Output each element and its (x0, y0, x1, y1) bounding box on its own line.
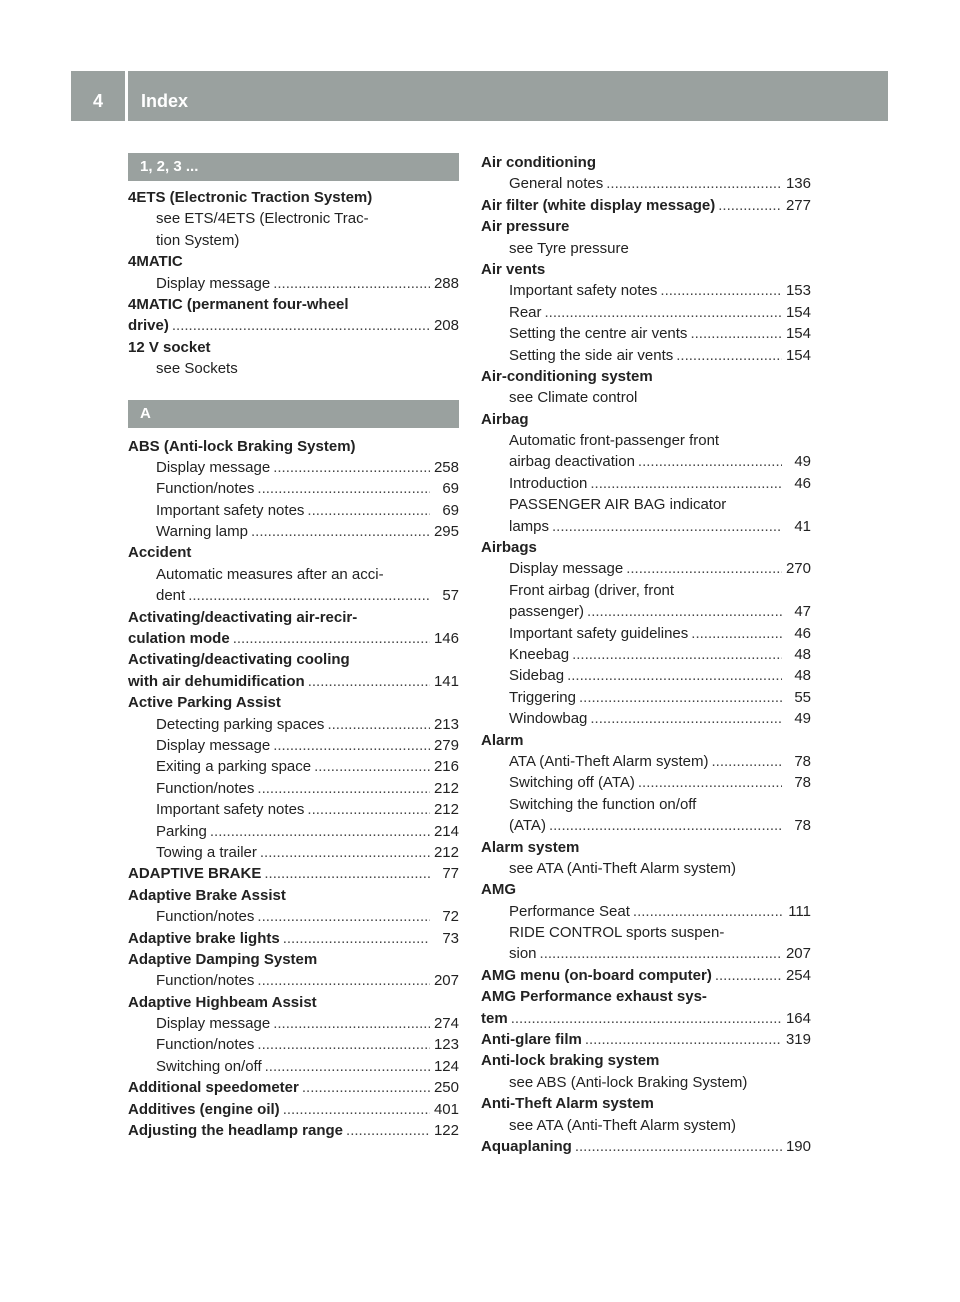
index-see-reference: see ETS/4ETS (Electronic Trac- (156, 210, 369, 228)
index-term: Airbag (481, 410, 529, 428)
page-ref: 213 (433, 715, 459, 733)
index-subentry (128, 799, 459, 820)
index-subentry: Automatic measures after an acci- (156, 565, 384, 583)
page-ref: 55 (794, 688, 811, 706)
page-ref: 47 (794, 603, 811, 621)
leader-dots (638, 772, 782, 793)
leader-dots (590, 708, 782, 729)
page-ref: 146 (433, 630, 459, 648)
leader-dots (638, 451, 782, 472)
subentry-label: airbag deactivation (509, 453, 635, 471)
index-subentry (481, 473, 811, 494)
leader-dots (590, 473, 782, 494)
index-term: Adaptive Highbeam Assist (128, 993, 317, 1011)
leader-dots (540, 943, 782, 964)
index-entry (128, 1077, 459, 1098)
leader-dots (711, 751, 782, 772)
index-subentry (128, 585, 459, 606)
index-subentry: Switching the function on/off (509, 795, 697, 813)
leader-dots (308, 671, 430, 692)
index-term: AMG (481, 881, 516, 899)
entry-label: Aquaplaning (481, 1137, 572, 1155)
index-subentry (128, 821, 459, 842)
leader-dots (676, 345, 782, 366)
subentry-label: Important safety notes (509, 282, 658, 300)
index-term: Alarm (481, 731, 524, 749)
page-ref: 207 (433, 972, 459, 990)
index-term: 4MATIC (permanent four-wheel (128, 295, 349, 313)
leader-dots (346, 1120, 430, 1141)
subentry-label: Kneebag (509, 645, 570, 663)
index-see-reference: see ABS (Anti-lock Braking System) (509, 1073, 748, 1091)
subentry-label: Performance Seat (509, 902, 630, 920)
leader-dots (257, 970, 430, 991)
leader-dots (633, 901, 782, 922)
page-ref: 250 (433, 1079, 459, 1097)
index-entry (481, 965, 811, 986)
index-subentry (481, 558, 811, 579)
page-ref: 154 (785, 346, 811, 364)
index-term: 12 V socket (128, 338, 211, 356)
page-header (71, 71, 888, 121)
page-ref: 111 (788, 902, 811, 920)
page-ref: 214 (433, 822, 459, 840)
subentry-label: Function/notes (156, 1036, 255, 1054)
subentry-label: Triggering (509, 688, 576, 706)
index-term: Anti-lock braking system (481, 1052, 660, 1070)
entry-label: Adaptive brake lights (128, 929, 280, 947)
index-term: Air conditioning (481, 154, 596, 171)
parking-subentries (128, 714, 459, 864)
subentry-label: Function/notes (156, 480, 255, 498)
page-ref: 153 (785, 282, 811, 300)
subentry-label: General notes (509, 175, 604, 193)
index-subentry (481, 815, 811, 836)
page-ref: 77 (442, 865, 459, 883)
leader-dots (718, 195, 782, 216)
page-ref: 122 (433, 1122, 459, 1140)
subentry-label: Important safety guidelines (509, 624, 689, 642)
index-subentry (481, 345, 811, 366)
leader-dots (715, 965, 782, 986)
index-entry (481, 1136, 811, 1157)
index-column-right (481, 152, 811, 1157)
page-ref: 46 (794, 624, 811, 642)
index-column-left (128, 152, 459, 1141)
page-ref: 69 (442, 480, 459, 498)
index-subentry (128, 521, 459, 542)
entry-label: tem (481, 1009, 508, 1027)
index-subentry (128, 273, 459, 294)
index-see-reference: see Sockets (156, 360, 238, 378)
leader-dots (233, 628, 430, 649)
subentry-label: Switching off (ATA) (509, 774, 635, 792)
index-subentry (481, 751, 811, 772)
leader-dots (257, 778, 430, 799)
leader-dots (273, 457, 430, 478)
page-number: 4 (92, 91, 103, 111)
header-divider (125, 71, 128, 121)
leader-dots (552, 516, 782, 537)
page-ref: 78 (794, 774, 811, 792)
page-ref: 216 (433, 758, 459, 776)
leader-dots (579, 687, 782, 708)
index-entry (481, 1029, 811, 1050)
index-term: Anti-Theft Alarm system (481, 1095, 654, 1113)
index-subentry (481, 687, 811, 708)
index-subentry (481, 601, 811, 622)
index-subentry (128, 970, 459, 991)
index-subentry (481, 665, 811, 686)
subentry-label: Windowbag (509, 710, 588, 728)
index-entry (481, 1008, 811, 1029)
index-see-reference: tion System) (156, 231, 240, 249)
index-subentry (128, 1013, 459, 1034)
page-ref: 141 (433, 672, 459, 690)
index-term: ABS (Anti-lock Braking System) (128, 437, 356, 455)
index-entry (128, 315, 459, 336)
leader-dots (283, 928, 430, 949)
subentry-label: Important safety notes (156, 801, 305, 819)
subentry-label: Display message (156, 274, 271, 292)
index-subentry (481, 173, 811, 194)
leader-dots (606, 173, 782, 194)
subentry-label: Warning lamp (156, 523, 248, 541)
page-ref: 48 (794, 645, 811, 663)
highbeam-subentries (128, 1013, 459, 1077)
index-subentry (128, 457, 459, 478)
index-term: Air vents (481, 260, 546, 278)
index-subentry (128, 906, 459, 927)
leader-dots (690, 323, 782, 344)
index-entry (128, 863, 459, 884)
abs-subentries (128, 457, 459, 543)
page-ref: 73 (442, 929, 459, 947)
page-ref: 295 (433, 523, 459, 541)
subentry-label: Setting the centre air vents (509, 325, 688, 343)
page-ref: 69 (442, 501, 459, 519)
section-heading-numbers: 1, 2, 3 ... (128, 153, 459, 181)
subentry-label: Important safety notes (156, 501, 305, 519)
page-ref: 208 (433, 317, 459, 335)
entry-label: culation mode (128, 630, 230, 648)
page-ref: 258 (433, 458, 459, 476)
page-ref: 212 (433, 843, 459, 861)
page-ref: 190 (785, 1137, 811, 1155)
page-ref: 212 (433, 801, 459, 819)
index-entry (128, 1099, 459, 1120)
subentry-label: lamps (509, 517, 550, 535)
page-ref: 288 (433, 274, 459, 292)
leader-dots (251, 521, 430, 542)
leader-dots (302, 1077, 430, 1098)
page-ref: 274 (433, 1015, 459, 1033)
entry-label: Additives (engine oil) (128, 1100, 280, 1118)
index-term: Air-conditioning system (481, 367, 653, 385)
entry-label: Adjusting the headlamp range (128, 1122, 344, 1140)
airbags-subentries (481, 623, 811, 730)
leader-dots (626, 558, 782, 579)
leader-dots (511, 1008, 782, 1029)
page-ref: 279 (433, 736, 459, 754)
leader-dots (307, 500, 430, 521)
entry-label: Additional speedometer (128, 1079, 299, 1097)
page-ref: 46 (794, 474, 811, 492)
subentry-label: passenger) (509, 603, 585, 621)
page-ref: 207 (785, 945, 811, 963)
subentry-label: Function/notes (156, 779, 255, 797)
air-vents-subentries (481, 280, 811, 366)
page-ref: 270 (785, 560, 811, 578)
subentry-label: Introduction (509, 474, 588, 492)
index-term: 4ETS (Electronic Traction System) (128, 189, 373, 206)
leader-dots (549, 815, 782, 836)
leader-dots (572, 644, 782, 665)
page-ref: 57 (442, 587, 459, 605)
entry-label: drive) (128, 317, 169, 335)
leader-dots (273, 1013, 430, 1034)
leader-dots (273, 735, 430, 756)
index-subentry (481, 516, 811, 537)
subentry-label: ATA (Anti-Theft Alarm system) (509, 752, 709, 770)
subentry-label: (ATA) (509, 817, 546, 835)
index-subentry (128, 735, 459, 756)
leader-dots (188, 585, 430, 606)
page-ref: 48 (794, 667, 811, 685)
index-term: Airbags (481, 539, 537, 557)
page-ref: 164 (785, 1009, 811, 1027)
leader-dots (257, 1034, 430, 1055)
index-subentry (481, 644, 811, 665)
leader-dots (257, 906, 430, 927)
leader-dots (585, 1029, 782, 1050)
subentry-label: Function/notes (156, 908, 255, 926)
index-subentry (481, 302, 811, 323)
page-ref: 72 (442, 908, 459, 926)
page-ref: 124 (433, 1057, 459, 1075)
entry-label: Anti-glare film (481, 1031, 582, 1049)
leader-dots (283, 1099, 430, 1120)
index-subentry (481, 708, 811, 729)
leader-dots (257, 478, 430, 499)
subentry-label: Sidebag (509, 667, 565, 685)
subentry-label: Setting the side air vents (509, 346, 674, 364)
section-heading-a: A (128, 400, 459, 428)
index-subentry (481, 943, 811, 964)
index-term: Accident (128, 544, 192, 562)
page-ref: 49 (794, 710, 811, 728)
page-ref: 78 (794, 752, 811, 770)
index-term: Adaptive Damping System (128, 950, 318, 968)
page-ref: 154 (785, 325, 811, 343)
leader-dots (210, 821, 430, 842)
leader-dots (587, 601, 782, 622)
index-term: Air pressure (481, 218, 570, 236)
index-subentry (481, 451, 811, 472)
page-ref: 319 (785, 1031, 811, 1049)
index-subentry (128, 842, 459, 863)
index-subentry (481, 772, 811, 793)
page-ref: 401 (433, 1100, 459, 1118)
page-ref: 123 (433, 1036, 459, 1054)
page-ref: 49 (794, 453, 811, 471)
index-subentry (128, 756, 459, 777)
subentry-label: Display message (156, 458, 271, 476)
subentry-label: Function/notes (156, 972, 255, 990)
index-subentry (128, 478, 459, 499)
index-subentry (481, 623, 811, 644)
page-ref: 212 (433, 779, 459, 797)
index-see-reference: see ATA (Anti-Theft Alarm system) (509, 1116, 737, 1134)
subentry-label: dent (156, 587, 186, 605)
subentry-label: Exiting a parking space (156, 758, 312, 776)
page-ref: 254 (785, 966, 811, 984)
index-term: AMG Performance exhaust sys- (481, 988, 707, 1006)
leader-dots (327, 714, 430, 735)
index-entry (481, 195, 811, 216)
index-subentry: Automatic front-passenger front (509, 432, 720, 450)
leader-dots (172, 315, 430, 336)
leader-dots (273, 273, 430, 294)
leader-dots (567, 665, 782, 686)
index-subentry (128, 778, 459, 799)
index-entry (128, 628, 459, 649)
page-ref: 41 (794, 517, 811, 535)
index-entry (128, 671, 459, 692)
page-ref: 277 (785, 196, 811, 214)
subentry-label: Rear (509, 303, 542, 321)
leader-dots (307, 799, 430, 820)
subentry-label: Parking (156, 822, 207, 840)
index-subentry (481, 901, 811, 922)
index-entry (128, 1120, 459, 1141)
index-subentry (481, 280, 811, 301)
index-term: Adaptive Brake Assist (128, 886, 286, 904)
page-ref: 154 (785, 303, 811, 321)
index-subentry (128, 500, 459, 521)
index-see-reference: see Tyre pressure (509, 239, 629, 257)
subentry-label: Detecting parking spaces (156, 715, 325, 733)
leader-dots (265, 1056, 430, 1077)
index-subentry (128, 714, 459, 735)
subentry-label: Towing a trailer (156, 843, 257, 861)
index-subentry (128, 1034, 459, 1055)
entry-label: Air filter (white display message) (481, 196, 716, 214)
index-entry (128, 928, 459, 949)
page-title: Index (141, 91, 189, 111)
leader-dots (691, 623, 782, 644)
index-subentry: PASSENGER AIR BAG indicator (509, 496, 727, 514)
entry-label: with air dehumidification (128, 672, 305, 690)
leader-dots (260, 842, 430, 863)
index-subentry: Front airbag (driver, front (509, 581, 675, 599)
index-subentry (481, 323, 811, 344)
page-ref: 78 (794, 817, 811, 835)
page-ref: 136 (785, 175, 811, 193)
index-see-reference: see ATA (Anti-Theft Alarm system) (509, 859, 737, 877)
index-term: Activating/deactivating cooling (128, 651, 350, 669)
index-see-reference: see Climate control (509, 389, 638, 407)
index-subentry: RIDE CONTROL sports suspen- (509, 924, 725, 942)
index-term: Active Parking Assist (128, 694, 281, 712)
index-term: Activating/deactivating air-recir- (128, 608, 358, 626)
leader-dots (264, 863, 430, 884)
entry-label: AMG menu (on-board computer) (481, 966, 712, 984)
subentry-label: Display message (156, 736, 271, 754)
leader-dots (660, 280, 782, 301)
entry-label: ADAPTIVE BRAKE (128, 865, 262, 883)
subentry-label: Switching on/off (156, 1057, 262, 1075)
leader-dots (575, 1136, 782, 1157)
subentry-label: Display message (156, 1015, 271, 1033)
leader-dots (314, 756, 430, 777)
index-term: Alarm system (481, 838, 580, 856)
leader-dots (545, 302, 782, 323)
subentry-label: sion (509, 945, 537, 963)
subentry-label: Display message (509, 560, 624, 578)
index-term: 4MATIC (128, 253, 183, 271)
index-subentry (128, 1056, 459, 1077)
